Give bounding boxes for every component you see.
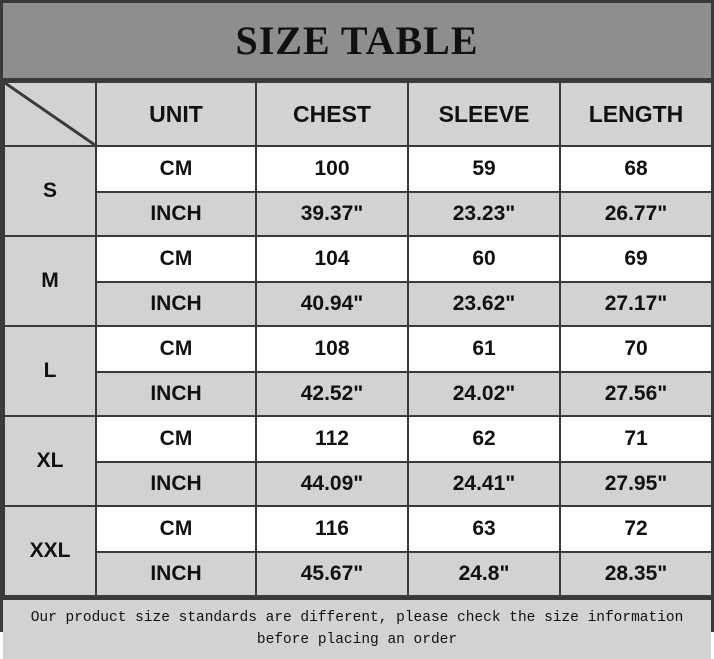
title-bar <box>3 3 711 81</box>
cell-length-cm: 69 <box>560 236 712 282</box>
page-title: SIZE TABLE <box>235 18 479 63</box>
cell-length-inch: 28.35" <box>560 552 712 596</box>
cell-length-cm: 70 <box>560 326 712 372</box>
unit-label-cm: CM <box>96 416 256 462</box>
corner-cell <box>4 82 96 146</box>
cell-chest-cm: 108 <box>256 326 408 372</box>
size-label-l: L <box>4 326 96 416</box>
size-label-xl: XL <box>4 416 96 506</box>
cell-chest-inch: 39.37" <box>256 192 408 236</box>
cell-sleeve-inch: 24.8" <box>408 552 560 596</box>
unit-label-inch: INCH <box>96 552 256 596</box>
cell-sleeve-inch: 24.41" <box>408 462 560 506</box>
unit-label-cm: CM <box>96 326 256 372</box>
cell-sleeve-cm: 60 <box>408 236 560 282</box>
cell-sleeve-inch: 23.62" <box>408 282 560 326</box>
cell-chest-inch: 45.67" <box>256 552 408 596</box>
cell-length-inch: 27.56" <box>560 372 712 416</box>
unit-label-cm: CM <box>96 506 256 552</box>
cell-length-inch: 27.17" <box>560 282 712 326</box>
diagonal-divider-icon <box>5 83 95 145</box>
table-row <box>4 192 712 236</box>
table-row <box>4 416 712 462</box>
cell-sleeve-inch: 23.23" <box>408 192 560 236</box>
table-row <box>4 236 712 282</box>
column-header-sleeve: SLEEVE <box>408 82 560 146</box>
size-label-s: S <box>4 146 96 236</box>
unit-label-cm: CM <box>96 236 256 282</box>
cell-length-inch: 26.77" <box>560 192 712 236</box>
cell-sleeve-cm: 63 <box>408 506 560 552</box>
table-header-row <box>4 82 712 146</box>
column-header-chest: CHEST <box>256 82 408 146</box>
size-table <box>3 81 713 597</box>
cell-chest-cm: 104 <box>256 236 408 282</box>
cell-sleeve-inch: 24.02" <box>408 372 560 416</box>
cell-sleeve-cm: 62 <box>408 416 560 462</box>
column-header-length: LENGTH <box>560 82 712 146</box>
unit-label-inch: INCH <box>96 192 256 236</box>
column-header-unit: UNIT <box>96 82 256 146</box>
table-row <box>4 282 712 326</box>
unit-label-inch: INCH <box>96 372 256 416</box>
cell-length-cm: 68 <box>560 146 712 192</box>
table-row <box>4 146 712 192</box>
cell-chest-cm: 100 <box>256 146 408 192</box>
table-row <box>4 372 712 416</box>
table-row <box>4 326 712 372</box>
size-label-m: M <box>4 236 96 326</box>
cell-chest-inch: 44.09" <box>256 462 408 506</box>
footer-note <box>3 597 711 659</box>
cell-length-inch: 27.95" <box>560 462 712 506</box>
unit-label-cm: CM <box>96 146 256 192</box>
size-label-xxl: XXL <box>4 506 96 596</box>
cell-length-cm: 71 <box>560 416 712 462</box>
footer-note-line-1: Our product size standards are different, please check the size information <box>30 610 684 627</box>
cell-sleeve-cm: 59 <box>408 146 560 192</box>
cell-length-cm: 72 <box>560 506 712 552</box>
cell-chest-cm: 112 <box>256 416 408 462</box>
cell-sleeve-cm: 61 <box>408 326 560 372</box>
cell-chest-inch: 40.94" <box>256 282 408 326</box>
cell-chest-cm: 116 <box>256 506 408 552</box>
table-row <box>4 462 712 506</box>
footer-note-line-2: before placing an order <box>256 631 458 648</box>
unit-label-inch: INCH <box>96 282 256 326</box>
cell-chest-inch: 42.52" <box>256 372 408 416</box>
table-row <box>4 506 712 552</box>
table-row <box>4 552 712 596</box>
unit-label-inch: INCH <box>96 462 256 506</box>
